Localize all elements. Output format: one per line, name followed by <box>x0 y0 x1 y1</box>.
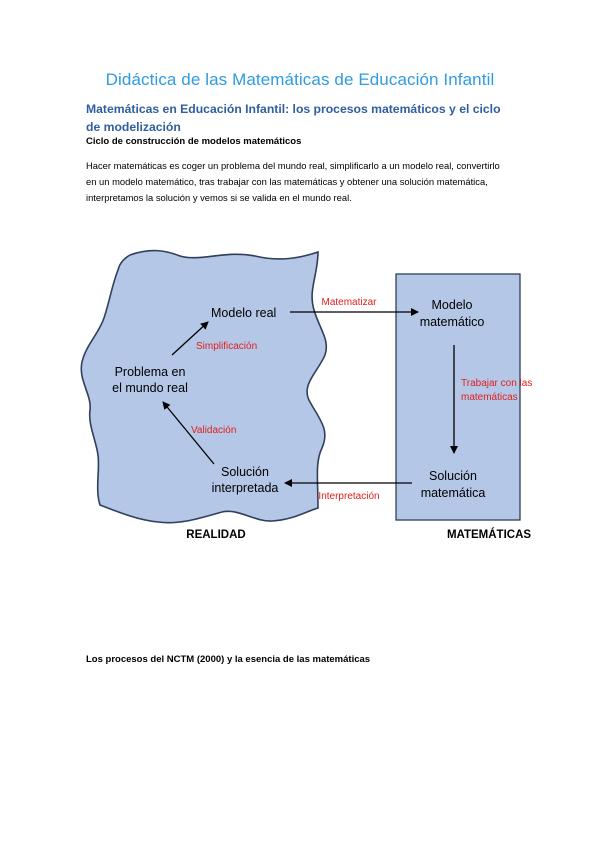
node-solucion-matematica-line2: matemática <box>420 486 486 500</box>
node-solucion-interpretada-line1: Solución <box>221 465 269 479</box>
process-trabajar-line2: matemáticas <box>461 392 518 403</box>
section-heading: Matemáticas en Educación Infantil: los procesos matemáticos y el ciclo de modelización <box>86 102 501 134</box>
node-problema-line2: el mundo real <box>112 381 188 395</box>
document-title: Didáctica de las Matemáticas de Educación Infantil <box>105 70 495 89</box>
region-realidad: REALIDAD <box>186 529 246 541</box>
intro-paragraph: Hacer matemáticas es coger un problema del mundo real, simplificarlo a un modelo real, convertirlo en un modelo matemático, tras trabajar con las matemáticas y obtener una solución matemática, interpretamos la solución y vemos si se valida en el mundo real. <box>86 160 500 203</box>
process-simplificacion: Simplificación <box>196 341 258 352</box>
node-modelo-matematico-line2: matemático <box>419 315 485 329</box>
subheading: Ciclo de construcción de modelos matemáticos <box>86 136 302 147</box>
node-modelo-matematico-line1: Modelo <box>431 298 473 312</box>
node-problema-line1: Problema en <box>114 365 186 379</box>
process-matematizar: Matematizar <box>321 297 377 308</box>
node-solucion-matematica-line1: Solución <box>429 469 477 483</box>
node-solucion-interpretada-line2: interpretada <box>211 481 279 495</box>
process-interpretacion: Interpretación <box>318 491 380 502</box>
node-modelo-real: Modelo real <box>211 306 277 320</box>
footer-heading: Los procesos del NCTM (2000) y la esencia de las matemáticas <box>86 654 371 665</box>
region-matematicas: MATEMÁTICAS <box>446 529 532 541</box>
process-validacion: Validación <box>191 425 237 436</box>
process-trabajar-line1: Trabajar con las <box>461 378 533 389</box>
